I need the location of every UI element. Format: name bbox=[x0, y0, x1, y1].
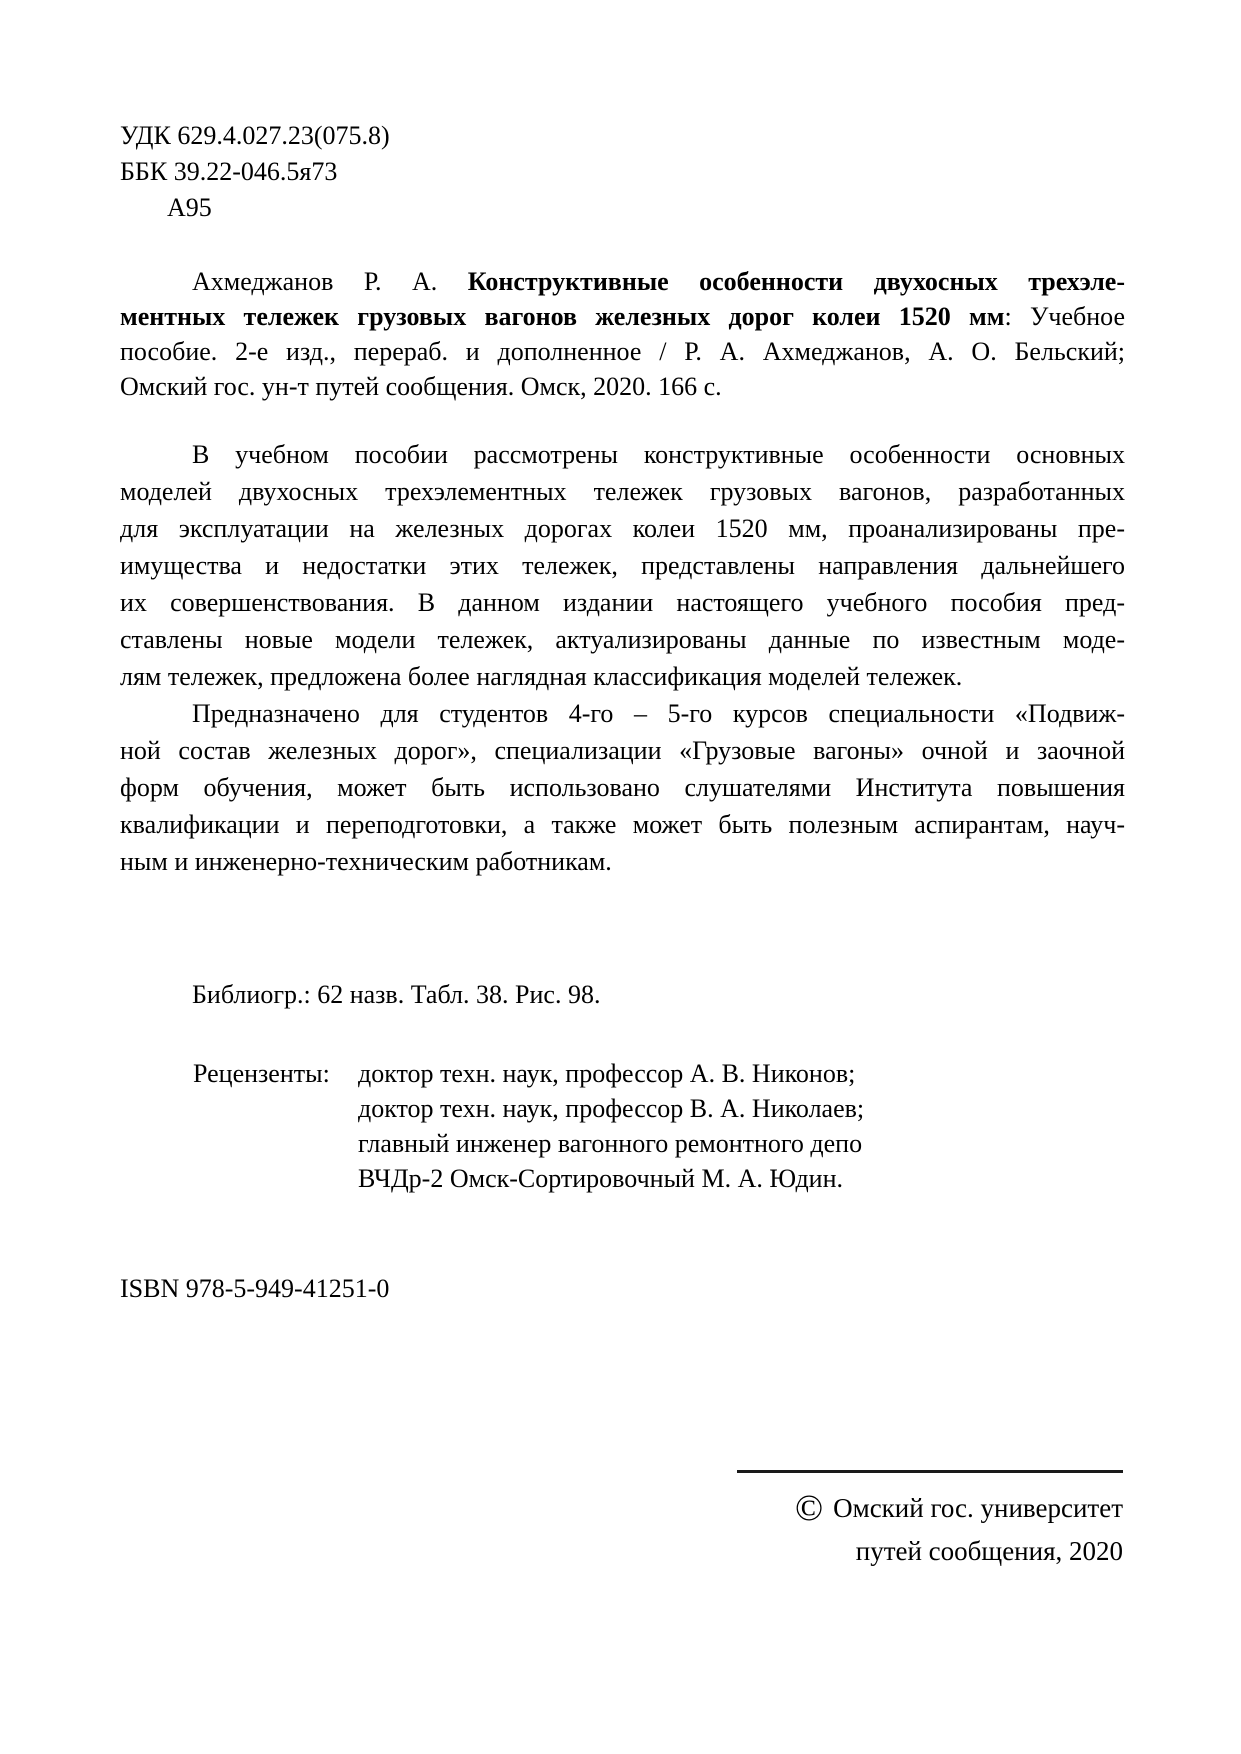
classification-block bbox=[120, 118, 1125, 226]
annotation-line: их совершенствования. В данном издании настоящего учебного пособия пред- bbox=[120, 588, 1125, 617]
annotation-line: моделей двухосных трехэлементных тележек грузовых вагонов, разработанных bbox=[120, 477, 1125, 506]
annotation-line: лям тележек, предложена более наглядная классификация моделей тележек. bbox=[120, 662, 963, 691]
copyright-symbol: © bbox=[794, 1488, 824, 1529]
reviewers-label: Рецензенты: bbox=[193, 1059, 330, 1088]
bib-entry-subtitle: : Учебное bbox=[1004, 302, 1125, 331]
isbn-line: ISBN 978-5-949-41251-0 bbox=[120, 1274, 390, 1303]
copyright-holder: Омский гос. университет bbox=[833, 1493, 1123, 1523]
annotation-line: ной состав железных дорог», специализации «Грузовые вагоны» очной и заочной bbox=[120, 736, 1125, 765]
annotation-line: В учебном пособии рассмотрены конструктивные особенности основных bbox=[192, 440, 1125, 469]
annotation-block bbox=[120, 436, 1125, 880]
page-content bbox=[120, 118, 1125, 1307]
bib-entry-title-part2: ментных тележек грузовых вагонов железных дорог колеи 1520 мм bbox=[120, 302, 1005, 331]
annotation-line: ным и инженерно-техническим работникам. bbox=[120, 847, 612, 876]
bib-entry-line: Омский гос. ун-т путей сообщения. Омск, 2020. 166 с. bbox=[120, 372, 722, 401]
bib-entry-title-part1: Конструктивные особенности двухосных трехэле- bbox=[467, 267, 1125, 296]
bib-entry-line bbox=[120, 299, 1125, 334]
bibliography-note: Библиогр.: 62 назв. Табл. 38. Рис. 98. bbox=[192, 980, 601, 1009]
annotation-line: квалификации и переподготовки, а также может быть полезным аспирантам, науч- bbox=[120, 810, 1125, 839]
annotation-line: ставлены новые модели тележек, актуализированы данные по известным моде- bbox=[120, 625, 1125, 654]
bib-entry-line: пособие. 2-е изд., перераб. и дополненное / Р. А. Ахмеджанов, А. О. Бельский; bbox=[120, 337, 1125, 366]
bbk-line: ББК 39.22-046.5я73 bbox=[120, 157, 338, 186]
author-code: А95 bbox=[167, 193, 212, 222]
colophon-block bbox=[737, 1470, 1123, 1573]
reviewer-item: ВЧДр-2 Омск-Сортировочный М. А. Юдин. bbox=[358, 1164, 843, 1193]
annotation-line: Предназначено для студентов 4-го – 5-го курсов специальности «Подвиж- bbox=[192, 699, 1125, 728]
bib-entry-author: Ахмеджанов Р. А. bbox=[192, 267, 468, 296]
udk-line: УДК 629.4.027.23(075.8) bbox=[120, 121, 390, 150]
reviewers-list bbox=[358, 1056, 1125, 1196]
annotation-line: для эксплуатации на железных дорогах колеи 1520 мм, проанализированы пре- bbox=[120, 514, 1125, 543]
copyright-year-line: путей сообщения, 2020 bbox=[855, 1536, 1123, 1566]
annotation-line: форм обучения, может быть использовано слушателями Института повышения bbox=[120, 773, 1125, 802]
copyright-text bbox=[737, 1473, 1123, 1573]
reviewer-item: доктор техн. наук, профессор В. А. Николаев; bbox=[358, 1094, 865, 1123]
bibliographic-entry bbox=[120, 264, 1125, 404]
reviewers-block bbox=[120, 1056, 1125, 1196]
reviewer-item: доктор техн. наук, профессор А. В. Никонов; bbox=[358, 1059, 856, 1088]
reviewer-item: главный инженер вагонного ремонтного депо bbox=[358, 1129, 863, 1158]
bib-entry-line bbox=[120, 264, 1125, 299]
annotation-line: имущества и недостатки этих тележек, представлены направления дальнейшего bbox=[120, 551, 1125, 580]
